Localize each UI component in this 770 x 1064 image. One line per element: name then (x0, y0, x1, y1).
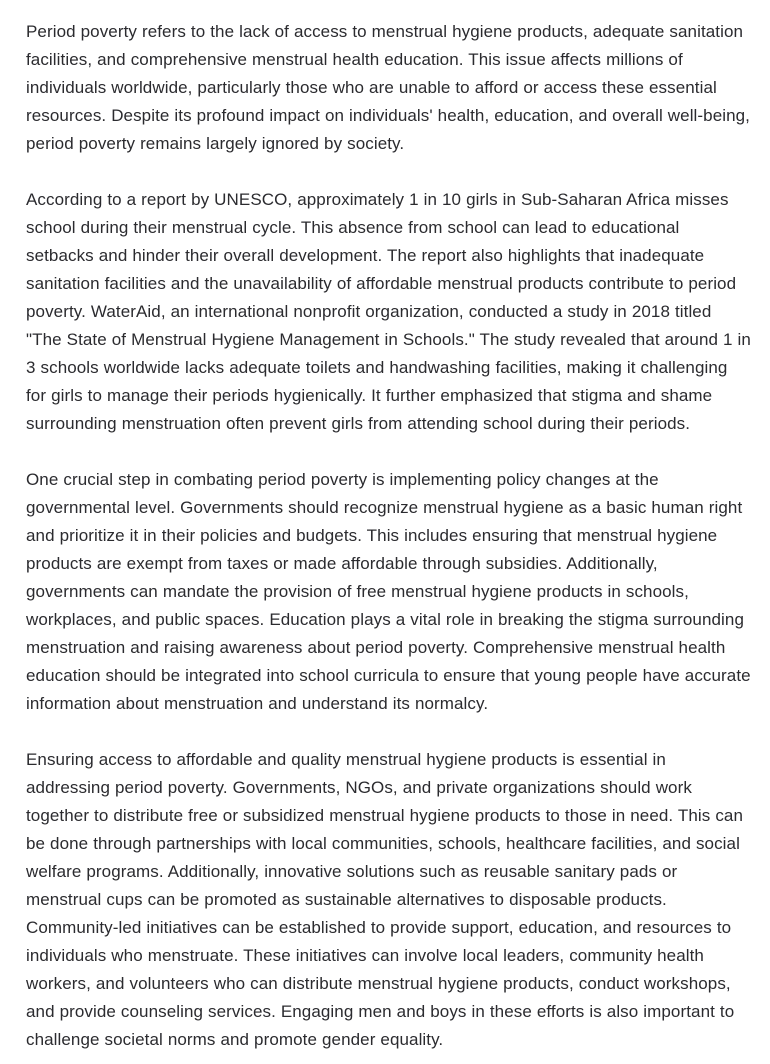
paragraph-access-and-community: Ensuring access to affordable and quality menstrual hygiene products is essential in addressing period poverty. Governments, NGOs, and private organizations should work together to distribute free or subsidized menstrual hygiene products to those in need. This can be done through partnerships with local communities, schools, healthcare facilities, and social welfare programs. Additionally, innovative solutions such as reusable sanitary pads or menstrual cups can be promoted as sustainable alternatives to disposable products. Community-led initiatives can be established to provide support, education, and resources to individuals who menstruate. These initiatives can involve local leaders, community health workers, and volunteers who can distribute menstrual hygiene products, conduct workshops, and provide counseling services. Engaging men and boys in these efforts is also important to challenge societal norms and promote gender equality. (26, 750, 744, 1049)
paragraph-policy-changes: One crucial step in combating period poverty is implementing policy changes at the governmental level. Governments should recognize menstrual hygiene as a basic human right and prioritize it in their policies and budgets. This includes ensuring that menstrual hygiene products are exempt from taxes or made affordable through subsidies. Additionally, governments can mandate the provision of free menstrual hygiene products in schools, workplaces, and public spaces. Education plays a vital role in breaking the stigma surrounding menstruation and raising awareness about period poverty. Comprehensive menstrual health education should be integrated into school curricula to ensure that young people have accurate information about menstruation and understand its normalcy. (26, 470, 751, 713)
article-body (26, 18, 752, 1054)
paragraph-research-findings: According to a report by UNESCO, approximately 1 in 10 girls in Sub-Saharan Africa misses school during their menstrual cycle. This absence from school can lead to educational setbacks and hinder their overall development. The report also highlights that inadequate sanitation facilities and the unavailability of affordable menstrual products contribute to period poverty. WaterAid, an international nonprofit organization, conducted a study in 2018 titled "The State of Menstrual Hygiene Management in Schools." The study revealed that around 1 in 3 schools worldwide lacks adequate toilets and handwashing facilities, making it challenging for girls to manage their periods hygienically. It further emphasized that stigma and shame surrounding menstruation often prevent girls from attending school during their periods. (26, 190, 751, 433)
paragraph-intro: Period poverty refers to the lack of access to menstrual hygiene products, adequate sanitation facilities, and comprehensive menstrual health education. This issue affects millions of individuals worldwide, particularly those who are unable to afford or access these essential resources. Despite its profound impact on individuals' health, education, and overall well-being, period poverty remains largely ignored by society. (26, 22, 750, 153)
